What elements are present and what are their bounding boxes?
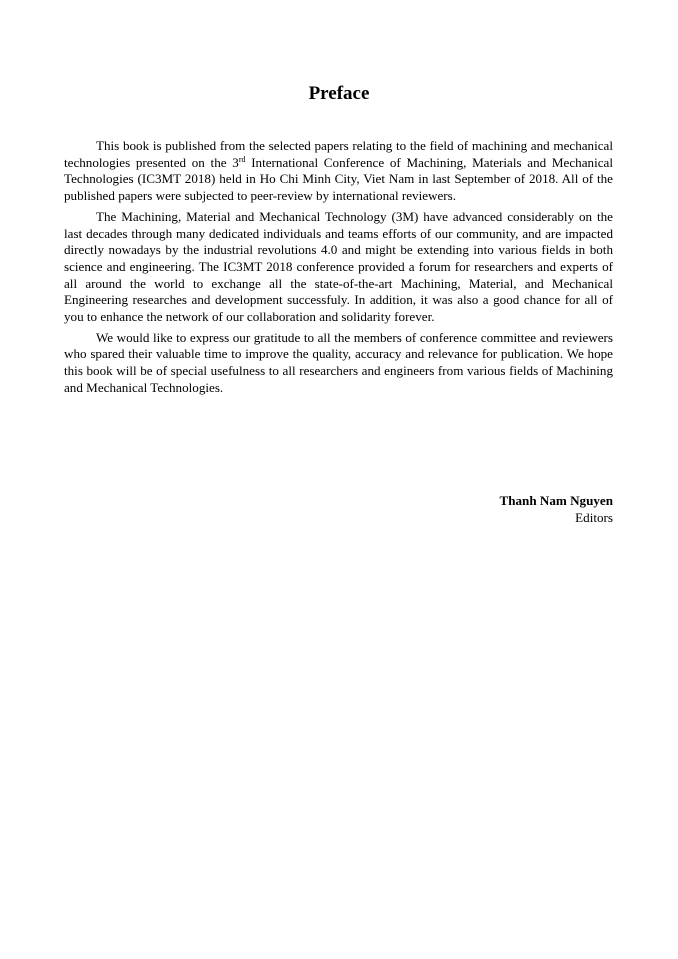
- paragraph-2: The Machining, Material and Mechanical Technology (3M) have advanced considerably on the last decades through many dedicated individuals and teams efforts of our community, and are impacted directly nowadays by the industrial revolutions 4.0 and might be extending into various fields in both science and engineering. The IC3MT 2018 conference provided a forum for researchers and experts of all around the world to exchange all the state-of-the-art Machining, Material, and Mechanical Engineering researches and development successfuly. In addition, it was also a good chance for all of you to enhance the network of our collaboration and solidarity forever.: [64, 208, 613, 325]
- paragraph-3: We would like to express our gratitude to all the members of conference committee and reviewers who spared their valuable time to improve the quality, accuracy and relevance for publication. We hope this book will be of special usefulness to all researchers and engineers from various fields of Machining and Mechanical Technologies.: [64, 329, 613, 395]
- editor-name: Thanh Nam Nguyen: [499, 493, 613, 508]
- paragraph-1-text-end: International Conference of Machining, Materials and Mechanical Technologies (IC3MT 2018) held in Ho Chi Minh City, Viet Nam in last September of 2018. All of the published papers were subjected to peer-review by international reviewers.: [64, 154, 613, 204]
- preface-body: [64, 138, 613, 401]
- paragraph-1-text-start: This book is published from the selected papers relating to the field of machining and mechanical technologies presented on the 3: [64, 138, 613, 170]
- signature-block: [499, 492, 613, 526]
- ordinal-superscript: rd: [238, 154, 246, 164]
- paragraph-1: [64, 138, 613, 205]
- editor-role: Editors: [575, 510, 613, 525]
- page-title: Preface: [308, 83, 370, 104]
